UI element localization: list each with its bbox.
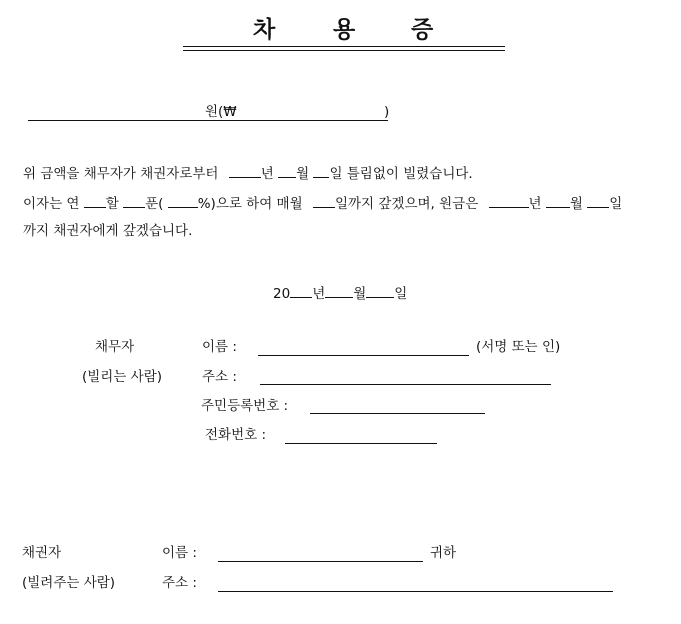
date-day-label: 일 <box>394 286 408 302</box>
body-line-2-text-c: 푼( <box>145 196 164 212</box>
blank-interest-pun <box>123 195 145 208</box>
date-year-label: 년 <box>312 286 326 302</box>
debtor-role: 채무자 <box>95 339 135 355</box>
body-line-2-text-b: 할 <box>105 196 119 212</box>
amount-underline <box>28 120 388 121</box>
body-line-2-text-e: 일까지 갚겠으며, 원금은 <box>334 196 479 212</box>
body-line-2-text-a: 이자는 연 <box>23 196 80 212</box>
body-line-1-text-b: 년 <box>260 166 274 182</box>
blank-borrow-year <box>229 165 261 178</box>
creditor-name-field <box>218 561 423 562</box>
title-underline-bottom <box>183 50 505 51</box>
amount-close-paren: ) <box>384 104 390 120</box>
blank-borrow-day <box>313 165 329 178</box>
blank-monthly-day <box>313 195 335 208</box>
body-line-2-text-h: 일 <box>609 196 623 212</box>
date-prefix: 20 <box>273 286 291 302</box>
debtor-address-label: 주소 : <box>202 369 237 385</box>
body-line-1 <box>23 165 473 182</box>
creditor-name-label: 이름 : <box>162 545 197 561</box>
body-line-2-text-d: %)으로 하여 매월 <box>197 196 303 212</box>
body-line-1-text-d: 일 틀림없이 빌렸습니다. <box>329 166 473 182</box>
body-line-1-text-c: 월 <box>296 166 310 182</box>
debtor-sign-note: (서명 또는 인) <box>476 339 561 355</box>
blank-interest-percent <box>168 195 198 208</box>
body-line-2-text-f: 년 <box>528 196 542 212</box>
creditor-honorific: 귀하 <box>430 545 457 561</box>
date-month-label: 월 <box>353 286 367 302</box>
body-line-1-text-a: 위 금액을 채무자가 채권자로부터 <box>23 166 219 182</box>
debtor-phone-label: 전화번호 : <box>205 427 267 443</box>
blank-borrow-month <box>278 165 296 178</box>
debtor-name-field <box>258 355 469 356</box>
body-line-2 <box>23 195 622 212</box>
title-underline-top <box>183 46 505 47</box>
title-char-3: 증 <box>411 17 438 43</box>
document-date <box>273 285 407 302</box>
blank-date-month <box>325 285 353 298</box>
creditor-address-field <box>218 591 613 592</box>
creditor-role: 채권자 <box>22 545 62 561</box>
creditor-role-sub: (빌려주는 사람) <box>22 575 116 591</box>
amount-label: 원(₩ <box>205 104 237 120</box>
debtor-id-field <box>310 413 485 414</box>
debtor-name-label: 이름 : <box>202 339 237 355</box>
body-line-2-text-g: 월 <box>569 196 583 212</box>
debtor-address-field <box>260 384 551 385</box>
blank-interest-hal <box>84 195 106 208</box>
blank-date-day <box>366 285 394 298</box>
title-char-1: 차 <box>253 17 280 43</box>
debtor-phone-field <box>285 443 437 444</box>
debtor-role-sub: (빌리는 사람) <box>82 369 163 385</box>
blank-repay-year <box>489 195 529 208</box>
debtor-id-label: 주민등록번호 : <box>201 398 289 414</box>
creditor-address-label: 주소 : <box>162 575 197 591</box>
blank-date-year <box>290 285 312 298</box>
blank-repay-month <box>546 195 570 208</box>
title-char-2: 용 <box>333 17 360 43</box>
blank-repay-day <box>587 195 609 208</box>
body-line-3: 까지 채권자에게 갚겠습니다. <box>23 223 193 239</box>
